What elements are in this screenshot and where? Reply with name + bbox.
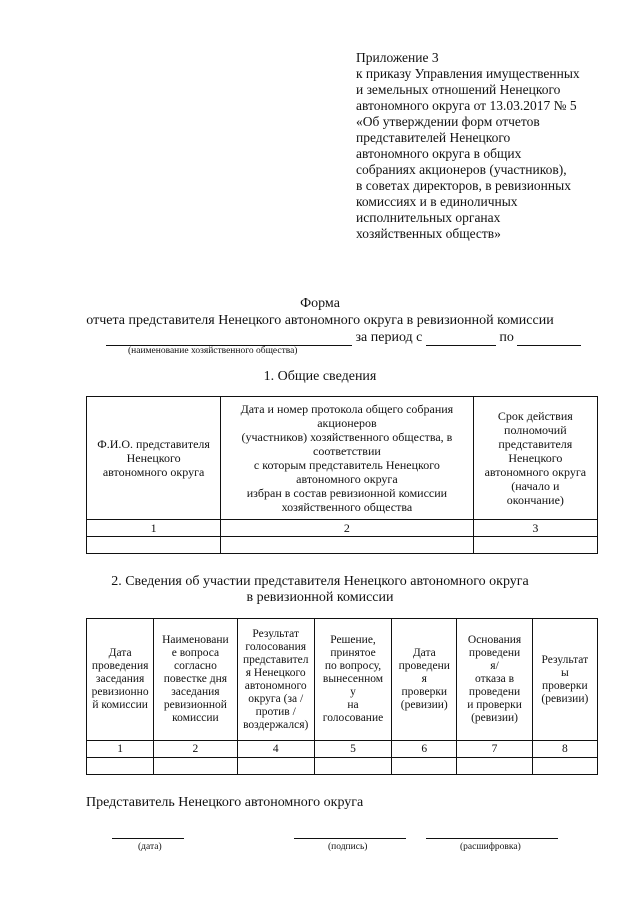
signature-caption: (подпись) (328, 842, 368, 852)
header-line: собраниях акционеров (участников), (356, 162, 567, 177)
company-caption: (наименование хозяйственного общества) (128, 346, 298, 356)
header-line: автономного округа в общих (356, 146, 522, 161)
header-cell: Дата проведения заседания ревизионно й комиссии (87, 619, 154, 741)
data-cell[interactable] (457, 758, 532, 775)
header-cell: Дата проведени я проверки (ревизии) (392, 619, 457, 741)
column-number: 3 (473, 520, 597, 537)
data-cell[interactable] (221, 537, 473, 554)
section2-title-line1: 2. Сведения об участии представителя Ненецкого автономного округа (111, 574, 529, 589)
header-line: комиссиях и в единоличных (356, 194, 518, 209)
header-line: хозяйственных обществ» (356, 226, 501, 241)
date-caption: (дата) (138, 842, 162, 852)
header-cell: Наименовани е вопроса согласно повестке дня заседания ревизионной комиссии (154, 619, 237, 741)
header-cell: Ф.И.О. представителя Ненецкого автономного округа (87, 397, 221, 520)
header-line: в советах директоров, в ревизионных (356, 178, 571, 193)
name-field[interactable] (426, 838, 558, 839)
column-number: 6 (392, 741, 457, 758)
header-cell: Результат голосования представител я Ненецкого автономного округа (за / против / воздержался) (237, 619, 314, 741)
period-from-field[interactable] (426, 331, 496, 346)
data-cell[interactable] (532, 758, 597, 775)
data-cell[interactable] (237, 758, 314, 775)
header-line: автономного округа от 13.03.2017 № 5 (356, 98, 577, 113)
data-cell[interactable] (87, 758, 154, 775)
period-to-label: по (499, 330, 514, 345)
column-number: 5 (314, 741, 391, 758)
period-to-field[interactable] (517, 331, 581, 346)
representative-label: Представитель Ненецкого автономного округа (86, 795, 364, 810)
form-subtitle: отчета представителя Ненецкого автономного округа в ревизионной комиссии (86, 313, 554, 328)
header-cell: Срок действия полномочий представителя Ненецкого автономного округа (начало и окончание) (473, 397, 597, 520)
name-caption: (расшифровка) (460, 842, 521, 852)
column-number: 2 (154, 741, 237, 758)
signature-field[interactable] (294, 838, 406, 839)
data-cell[interactable] (473, 537, 597, 554)
column-number: 7 (457, 741, 532, 758)
header-line: к приказу Управления имущественных (356, 66, 580, 81)
header-line: «Об утверждении форм отчетов (356, 114, 540, 129)
period-label: за период с (355, 330, 423, 345)
header-cell: Дата и номер протокола общего собрания акционеров (участников) хозяйственного общества, в соответствии с которым представитель Ненецкого автономного округа избран в состав ревизионной комиссии хозяйственного общества (221, 397, 473, 520)
appendix-header (356, 50, 626, 242)
section1-title: 1. Общие сведения (263, 369, 377, 384)
column-number: 1 (87, 741, 154, 758)
column-number: 8 (532, 741, 597, 758)
header-line: и земельных отношений Ненецкого (356, 82, 561, 97)
header-line: представителей Ненецкого (356, 130, 511, 145)
header-cell: Решение, принятое по вопросу, вынесенном у на голосование (314, 619, 391, 741)
data-cell[interactable] (392, 758, 457, 775)
data-cell[interactable] (154, 758, 237, 775)
column-number: 4 (237, 741, 314, 758)
column-number: 2 (221, 520, 473, 537)
date-field[interactable] (112, 838, 184, 839)
form-title: Форма (300, 296, 340, 311)
general-info-table (86, 396, 598, 554)
data-cell[interactable] (87, 537, 221, 554)
company-name-field[interactable] (106, 331, 352, 346)
header-cell: Основания проведени я/ отказа в проведени и проверки (ревизии) (457, 619, 532, 741)
participation-table (86, 618, 598, 775)
section2-title-line2: в ревизионной комиссии (246, 590, 394, 605)
header-cell: Результат ы проверки (ревизии) (532, 619, 597, 741)
column-number: 1 (87, 520, 221, 537)
header-line: Приложение 3 (356, 50, 439, 65)
header-line: исполнительных органах (356, 210, 501, 225)
data-cell[interactable] (314, 758, 391, 775)
